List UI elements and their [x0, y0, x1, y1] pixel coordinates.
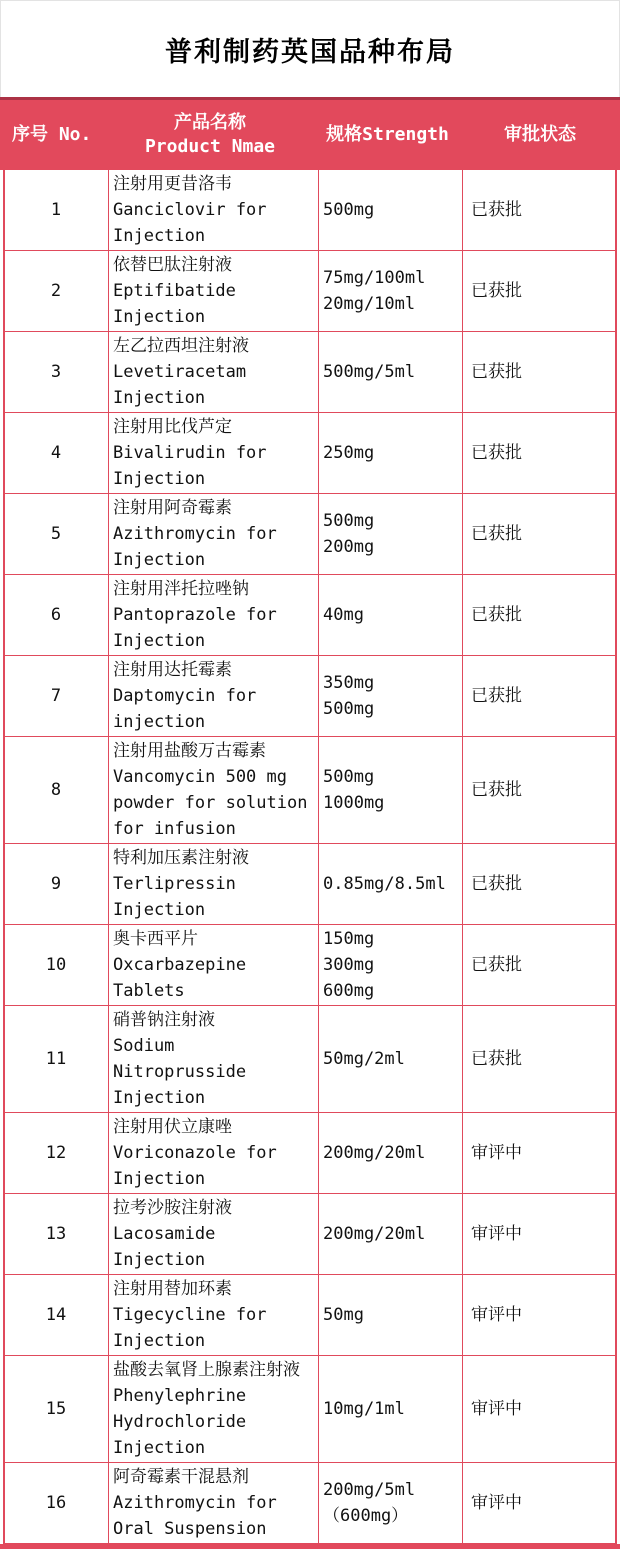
product-name-cn: 依替巴肽注射液 — [113, 255, 232, 275]
table-body — [3, 170, 617, 1544]
product-name-en: Bivalirudin for Injection — [113, 443, 267, 489]
strength-cell — [319, 1275, 463, 1355]
table-header-row — [0, 97, 620, 170]
strength-line: 200mg/20ml — [323, 1143, 426, 1163]
table-row — [5, 1194, 615, 1275]
status-cell: 审评中 — [471, 1143, 522, 1163]
strength-line: 50mg — [323, 1305, 364, 1325]
row-number: 3 — [5, 332, 109, 412]
strength-line: 75mg/100ml — [323, 268, 426, 288]
product-name-en: Azithromycin for Oral Suspension — [113, 1493, 277, 1539]
product-name-cell — [109, 1275, 319, 1355]
strength-line: 350mg — [323, 673, 375, 693]
strength-line: 500mg — [323, 699, 375, 719]
product-name-cell — [109, 1194, 319, 1274]
strength-line: 0.85mg/8.5ml — [323, 874, 446, 894]
row-number: 12 — [5, 1113, 109, 1193]
table-row — [5, 1463, 615, 1544]
product-name-cell — [109, 1356, 319, 1462]
strength-line: 40mg — [323, 605, 364, 625]
product-name-cell — [109, 413, 319, 493]
strength-cell — [319, 1194, 463, 1274]
product-name-en: Sodium Nitroprusside Injection — [113, 1036, 247, 1108]
table-row — [5, 925, 615, 1006]
header-product-name — [105, 111, 315, 159]
table-row — [5, 494, 615, 575]
table-row — [5, 413, 615, 494]
page-title: 普利制药英国品种布局 — [165, 36, 455, 68]
header-status-label: 审批状态 — [504, 124, 576, 145]
table-row — [5, 1275, 615, 1356]
strength-line: 500mg — [323, 200, 375, 220]
strength-cell — [319, 413, 463, 493]
strength-cell — [319, 251, 463, 331]
product-name-cell — [109, 656, 319, 736]
row-number: 2 — [5, 251, 109, 331]
strength-line: 500mg/5ml — [323, 362, 416, 382]
status-cell: 已获批 — [471, 362, 522, 382]
strength-cell — [319, 170, 463, 250]
row-number: 7 — [5, 656, 109, 736]
row-number: 9 — [5, 844, 109, 924]
strength-line: 250mg — [323, 443, 375, 463]
header-strength — [315, 123, 460, 147]
strength-cell — [319, 925, 463, 1005]
table-row — [5, 1006, 615, 1113]
strength-line: 200mg — [323, 537, 375, 557]
product-name-cell — [109, 251, 319, 331]
table-row — [5, 656, 615, 737]
product-name-cell — [109, 925, 319, 1005]
status-cell: 已获批 — [471, 524, 522, 544]
header-no — [0, 123, 105, 147]
table-row — [5, 844, 615, 925]
product-name-en: Oxcarbazepine Tablets — [113, 955, 247, 1001]
status-cell: 审评中 — [471, 1224, 522, 1244]
product-name-cell — [109, 1463, 319, 1543]
status-cell: 已获批 — [471, 605, 522, 625]
product-name-en: Pantoprazole for Injection — [113, 605, 277, 651]
product-name-en: Tigecycline for Injection — [113, 1305, 267, 1351]
row-number: 6 — [5, 575, 109, 655]
row-number: 5 — [5, 494, 109, 574]
product-name-cell — [109, 575, 319, 655]
product-name-cn: 注射用盐酸万古霉素 — [113, 741, 266, 761]
table-row — [5, 737, 615, 844]
strength-line: 200mg/5ml — [323, 1480, 416, 1500]
row-number: 11 — [5, 1006, 109, 1112]
table-row — [5, 1356, 615, 1463]
product-name-cn: 硝普钠注射液 — [113, 1010, 215, 1030]
header-status — [460, 123, 620, 147]
row-number: 14 — [5, 1275, 109, 1355]
strength-line: 20mg/10ml — [323, 294, 416, 314]
status-cell: 已获批 — [471, 686, 522, 706]
product-name-en: Eptifibatide Injection — [113, 281, 236, 327]
header-no-label: 序号 No. — [12, 124, 92, 145]
table-row — [5, 1113, 615, 1194]
strength-cell — [319, 1113, 463, 1193]
row-number: 8 — [5, 737, 109, 843]
header-strength-label: 规格Strength — [326, 124, 449, 145]
product-name-en: Vancomycin 500 mg powder for solution for infusion — [113, 767, 308, 839]
strength-line: 1000mg — [323, 793, 385, 813]
product-name-en: Levetiracetam Injection — [113, 362, 247, 408]
status-cell: 已获批 — [471, 200, 522, 220]
strength-line: 50mg/2ml — [323, 1049, 405, 1069]
product-name-cn: 注射用泮托拉唑钠 — [113, 579, 249, 599]
product-name-cn: 阿奇霉素干混悬剂 — [113, 1467, 249, 1487]
product-name-cn: 注射用更昔洛韦 — [113, 174, 232, 194]
product-name-cell — [109, 737, 319, 843]
product-name-en: Voriconazole for Injection — [113, 1143, 277, 1189]
table-row — [5, 332, 615, 413]
status-cell: 已获批 — [471, 874, 522, 894]
product-name-cell — [109, 170, 319, 250]
status-cell: 已获批 — [471, 443, 522, 463]
product-name-cn: 拉考沙胺注射液 — [113, 1198, 232, 1218]
product-name-cell — [109, 1006, 319, 1112]
product-name-cn: 盐酸去氧肾上腺素注射液 — [113, 1360, 300, 1380]
product-name-cn: 左乙拉西坦注射液 — [113, 336, 249, 356]
title-block — [0, 0, 620, 97]
header-product-en: Product Nmae — [144, 136, 276, 157]
status-cell: 已获批 — [471, 780, 522, 800]
product-name-cn: 注射用伏立康唑 — [113, 1117, 232, 1137]
strength-line: 600mg — [323, 981, 375, 1001]
product-name-en: Terlipressin Injection — [113, 874, 236, 920]
table-row — [5, 170, 615, 251]
row-number: 1 — [5, 170, 109, 250]
status-cell: 审评中 — [471, 1305, 522, 1325]
status-cell: 已获批 — [471, 1049, 522, 1069]
product-name-cell — [109, 844, 319, 924]
product-name-cell — [109, 332, 319, 412]
bottom-border-band — [0, 1544, 620, 1549]
table-row — [5, 251, 615, 332]
product-name-en: Phenylephrine Hydrochloride Injection — [113, 1386, 247, 1458]
strength-line: （600mg） — [323, 1506, 409, 1526]
strength-cell — [319, 1356, 463, 1462]
strength-cell — [319, 737, 463, 843]
strength-cell — [319, 1463, 463, 1543]
product-name-cell — [109, 494, 319, 574]
product-name-en: Daptomycin for injection — [113, 686, 257, 732]
strength-line: 150mg — [323, 929, 375, 949]
strength-cell — [319, 656, 463, 736]
product-name-cn: 注射用比伐芦定 — [113, 417, 232, 437]
row-number: 16 — [5, 1463, 109, 1543]
status-cell: 已获批 — [471, 955, 522, 975]
strength-cell — [319, 575, 463, 655]
row-number: 15 — [5, 1356, 109, 1462]
product-name-en: Ganciclovir for Injection — [113, 200, 267, 246]
strength-line: 10mg/1ml — [323, 1399, 405, 1419]
product-name-cn: 奥卡西平片 — [113, 929, 198, 949]
strength-line: 300mg — [323, 955, 375, 975]
product-name-cn: 特利加压素注射液 — [113, 848, 249, 868]
product-name-cn: 注射用替加环素 — [113, 1279, 232, 1299]
status-cell: 审评中 — [471, 1399, 522, 1419]
row-number: 13 — [5, 1194, 109, 1274]
strength-line: 500mg — [323, 511, 375, 531]
product-name-cn: 注射用阿奇霉素 — [113, 498, 232, 518]
product-name-en: Lacosamide Injection — [113, 1224, 216, 1270]
table-row — [5, 575, 615, 656]
status-cell: 审评中 — [471, 1493, 522, 1513]
row-number: 10 — [5, 925, 109, 1005]
strength-cell — [319, 844, 463, 924]
strength-cell — [319, 332, 463, 412]
product-name-en: Azithromycin for Injection — [113, 524, 277, 570]
strength-cell — [319, 494, 463, 574]
status-cell: 已获批 — [471, 281, 522, 301]
header-product-cn: 产品名称 — [174, 112, 246, 133]
product-name-cn: 注射用达托霉素 — [113, 660, 232, 680]
strength-line: 500mg — [323, 767, 375, 787]
product-name-cell — [109, 1113, 319, 1193]
strength-line: 200mg/20ml — [323, 1224, 426, 1244]
strength-cell — [319, 1006, 463, 1112]
row-number: 4 — [5, 413, 109, 493]
